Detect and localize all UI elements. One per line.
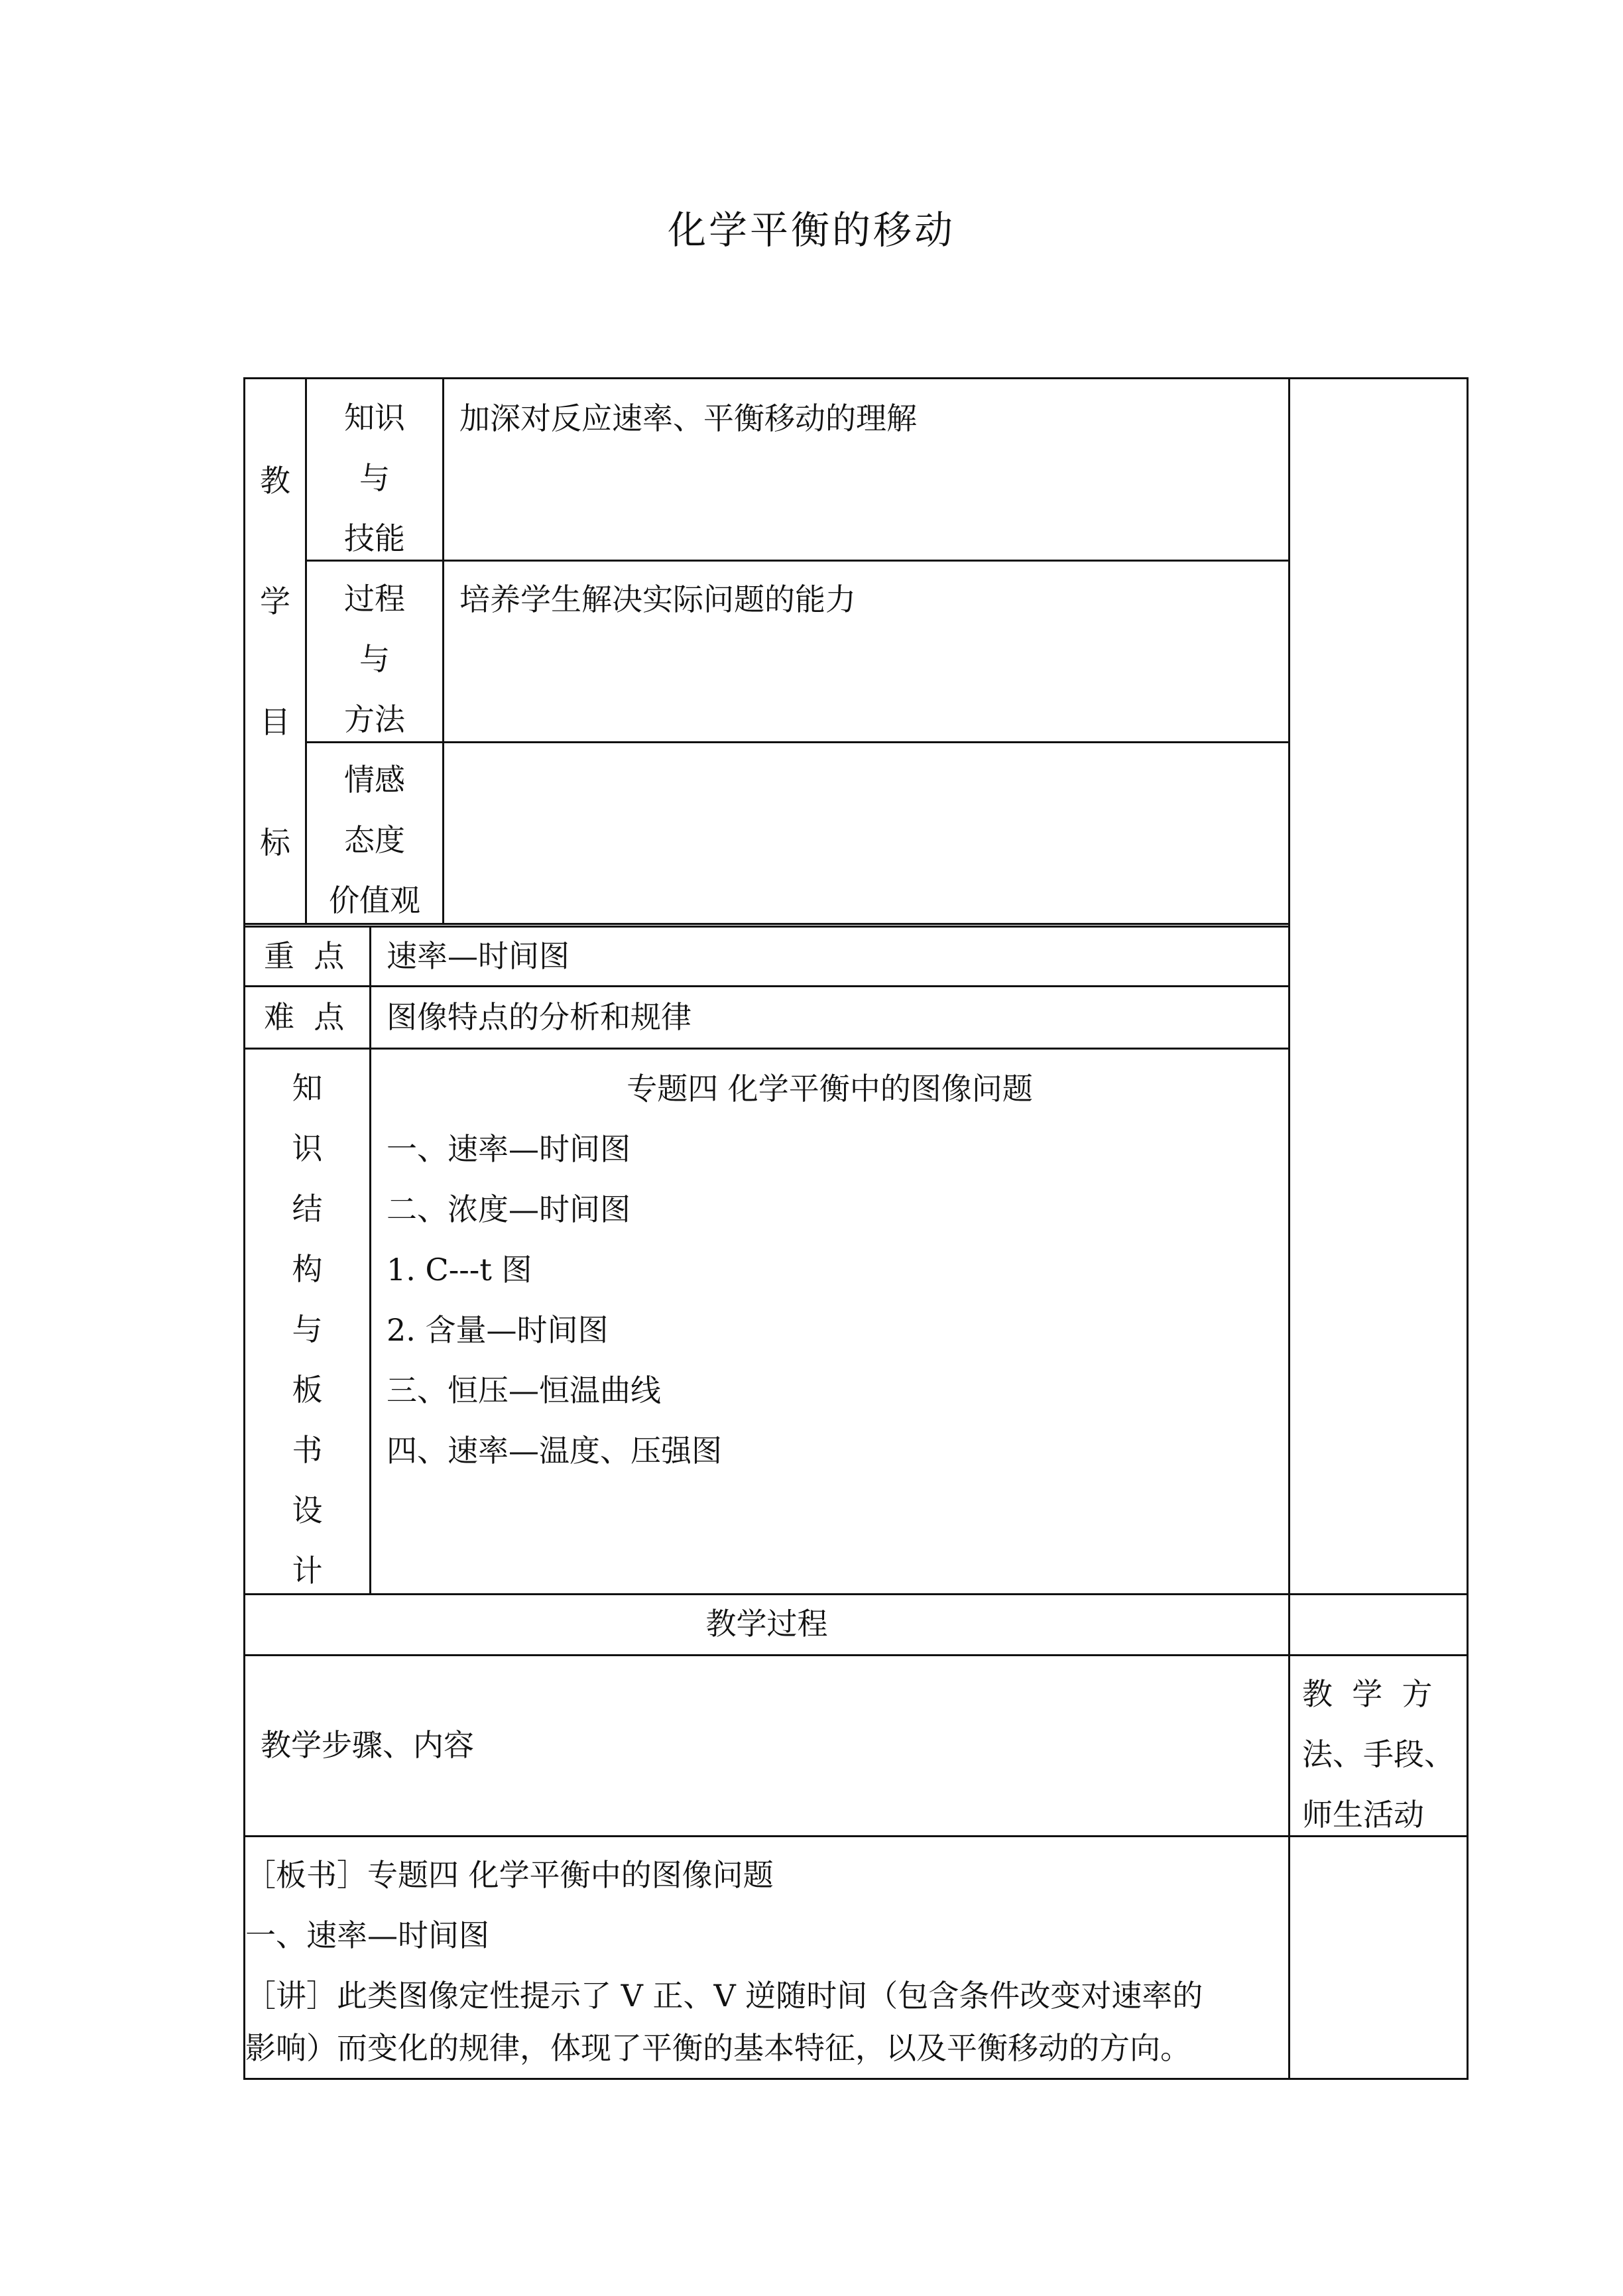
structure-label-char: 构	[292, 1251, 323, 1287]
emotion-label-line: 情感	[344, 762, 405, 798]
knowledge-content: 加深对反应速率、平衡移动的理解	[459, 400, 917, 436]
goals-label	[245, 451, 305, 873]
structure-label-char: 书	[292, 1432, 323, 1468]
method-label	[1302, 1664, 1461, 1845]
structure-heading: 专题四 化学平衡中的图像问题	[627, 1071, 1033, 1107]
goals-label-char: 学	[260, 583, 290, 619]
process-label-line: 方法	[344, 701, 405, 737]
structure-label-char: 计	[292, 1553, 323, 1589]
goals-label-char: 教	[260, 463, 290, 499]
process-label	[307, 569, 442, 750]
method-label-line: 法、手段、	[1302, 1736, 1455, 1772]
structure-label-char: 识	[292, 1130, 323, 1166]
structure-label-char: 与	[292, 1311, 323, 1347]
emotion-label-line: 价值观	[329, 882, 420, 918]
process-label-line: 与	[359, 641, 390, 677]
structure-item: 一、速率—时间图	[387, 1131, 631, 1167]
process-label-line: 过程	[344, 581, 405, 617]
knowledge-label-line: 知识	[344, 400, 405, 436]
structure-item: 三、恒压—恒温曲线	[387, 1372, 661, 1408]
difficulty-label: 难 点	[264, 999, 345, 1035]
content-line: 一、速率—时间图	[245, 1917, 489, 1953]
process-header: 教学过程	[705, 1606, 828, 1642]
knowledge-label-line: 技能	[344, 520, 405, 556]
goals-label-char: 标	[260, 825, 290, 861]
document-title: 化学平衡的移动	[667, 208, 955, 253]
knowledge-label-line: 与	[359, 460, 390, 496]
emotion-label-line: 态度	[344, 822, 405, 858]
structure-label-char: 结	[292, 1191, 323, 1227]
difficulty-content: 图像特点的分析和规律	[387, 999, 691, 1035]
emotion-label	[307, 750, 442, 931]
key-point-content: 速率—时间图	[387, 938, 570, 974]
structure-label	[245, 1058, 369, 1601]
structure-item: 2. 含量—时间图	[387, 1312, 609, 1348]
knowledge-label	[307, 388, 442, 569]
structure-item: 四、速率—温度、压强图	[387, 1433, 722, 1469]
structure-item: 1. C---t 图	[387, 1252, 532, 1288]
content-line: ［板书］专题四 化学平衡中的图像问题	[245, 1857, 774, 1893]
structure-label-char: 设	[292, 1492, 323, 1528]
steps-label: 教学步骤、内容	[261, 1727, 474, 1763]
method-label-line: 教 学 方	[1302, 1676, 1433, 1712]
key-point-label: 重 点	[264, 938, 345, 974]
content-line: ［讲］此类图像定性提示了 V 正、V 逆随时间（包含条件改变对速率的	[245, 1978, 1203, 2014]
process-content: 培养学生解决实际问题的能力	[459, 581, 856, 617]
structure-item: 二、浓度—时间图	[387, 1191, 631, 1227]
content-line: 影响）而变化的规律，体现了平衡的基本特征，以及平衡移动的方向。	[245, 2030, 1191, 2066]
goals-label-char: 目	[260, 704, 290, 740]
structure-label-char: 板	[292, 1372, 323, 1408]
structure-label-char: 知	[292, 1070, 323, 1106]
method-label-line: 师生活动	[1302, 1797, 1424, 1833]
